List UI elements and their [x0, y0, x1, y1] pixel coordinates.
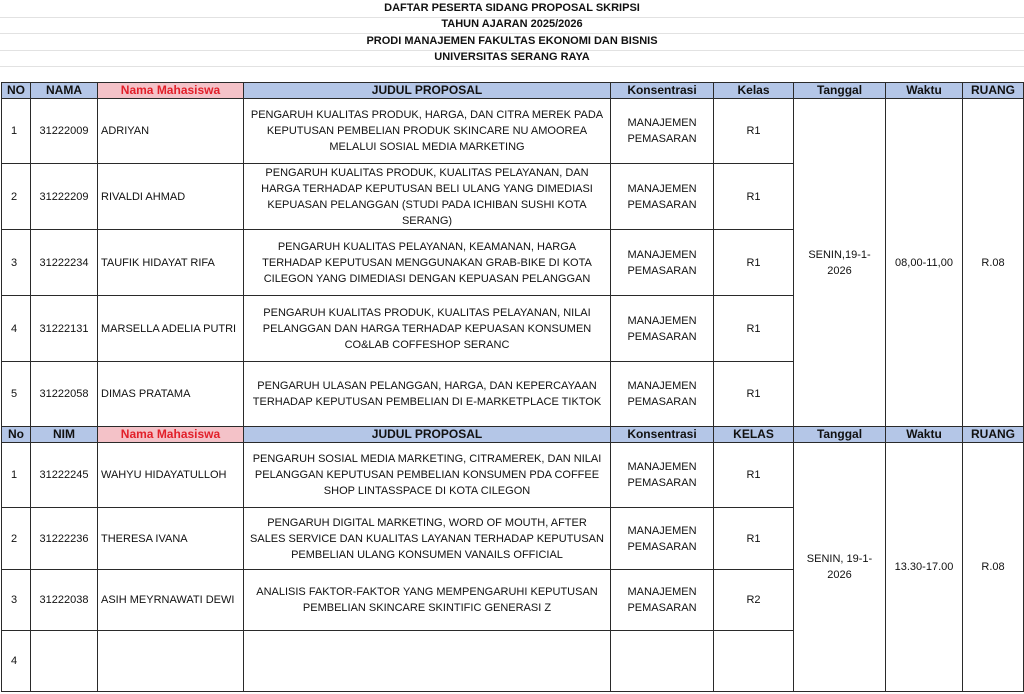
concentration: MANAJEMEN PEMASARAN — [611, 296, 714, 362]
academic-year: TAHUN AJARAN 2025/2026 — [0, 16, 1024, 34]
row-number: 4 — [2, 296, 31, 362]
session-time: 08,00-11,00 — [886, 99, 963, 427]
class-room: R1 — [714, 362, 794, 427]
sheet-title: DAFTAR PESERTA SIDANG PROPOSAL SKRIPSI — [0, 0, 1024, 18]
column-header-kelas: Kelas — [714, 83, 794, 99]
column-header-konsentrasi: Konsentrasi — [611, 83, 714, 99]
student-nim: 31222209 — [31, 164, 98, 230]
proposal-title: PENGARUH SOSIAL MEDIA MARKETING, CITRAMEREK, DAN NILAI PELANGGAN KEPUTUSAN PEMBELIAN KONSUMEN PDA COFFEE SHOP LINTASSPACE DI KOTA CILEGON — [244, 443, 611, 508]
student-name: TAUFIK HIDAYAT RIFA — [98, 230, 244, 296]
student-nim: 31222234 — [31, 230, 98, 296]
concentration — [611, 631, 714, 692]
column-header-nim: NAMA — [31, 83, 98, 99]
proposal-title: PENGARUH DIGITAL MARKETING, WORD OF MOUTH, AFTER SALES SERVICE DAN KUALITAS LAYANAN TERHADAP KEPUTUSAN PEMBELIAN ULANG KONSUMEN VANAILS OFFICIAL — [244, 508, 611, 570]
row-number: 3 — [2, 230, 31, 296]
student-name: DIMAS PRATAMA — [98, 362, 244, 427]
row-number: 3 — [2, 570, 31, 631]
proposal-title — [244, 631, 611, 692]
column-header-ruang: RUANG — [963, 83, 1024, 99]
participant-table — [1, 82, 1024, 692]
column-header-tanggal: Tanggal — [794, 83, 886, 99]
row-number: 1 — [2, 443, 31, 508]
section1-header-row — [2, 83, 1024, 99]
university-name: UNIVERSITAS SERANG RAYA — [0, 49, 1024, 67]
proposal-title: PENGARUH ULASAN PELANGGAN, HARGA, DAN KEPERCAYAAN TERHADAP KEPUTUSAN PEMBELIAN DI E-MARKETPLACE TIKTOK — [244, 362, 611, 427]
concentration: MANAJEMEN PEMASARAN — [611, 164, 714, 230]
student-nim: 31222131 — [31, 296, 98, 362]
proposal-title: PENGARUH KUALITAS PRODUK, KUALITAS PELAYANAN, DAN HARGA TERHADAP KEPUTUSAN BELI ULANG YANG DIMEDIASI KEPUASAN PELANGGAN (STUDI PADA ICHIBAN SUSHI KOTA SERANG) — [244, 164, 611, 230]
class-room: R2 — [714, 570, 794, 631]
column-header-waktu: Waktu — [886, 427, 963, 443]
table-row — [2, 99, 1024, 164]
class-room: R1 — [714, 99, 794, 164]
student-name — [98, 631, 244, 692]
column-header-nim: NIM — [31, 427, 98, 443]
class-room: R1 — [714, 508, 794, 570]
student-name: ADRIYAN — [98, 99, 244, 164]
column-header-tanggal: Tanggal — [794, 427, 886, 443]
student-nim: 31222038 — [31, 570, 98, 631]
concentration: MANAJEMEN PEMASARAN — [611, 362, 714, 427]
student-name: MARSELLA ADELIA PUTRI — [98, 296, 244, 362]
row-number: 5 — [2, 362, 31, 427]
proposal-title: PENGARUH KUALITAS PELAYANAN, KEAMANAN, HARGA TERHADAP KEPUTUSAN MENGGUNAKAN GRAB-BIKE DI KOTA CILEGON YANG DIMEDIASI DENGAN KEPUASAN PELANGGAN — [244, 230, 611, 296]
student-nim: 31222058 — [31, 362, 98, 427]
column-header-no: NO — [2, 83, 31, 99]
session-room: R.08 — [963, 443, 1024, 692]
class-room — [714, 631, 794, 692]
row-number: 1 — [2, 99, 31, 164]
concentration: MANAJEMEN PEMASARAN — [611, 508, 714, 570]
class-room: R1 — [714, 230, 794, 296]
student-name: ASIH MEYRNAWATI DEWI — [98, 570, 244, 631]
column-header-ruang: RUANG — [963, 427, 1024, 443]
student-name: RIVALDI AHMAD — [98, 164, 244, 230]
concentration: MANAJEMEN PEMASARAN — [611, 443, 714, 508]
student-name: THERESA IVANA — [98, 508, 244, 570]
program-name: PRODI MANAJEMEN FAKULTAS EKONOMI DAN BISNIS — [0, 33, 1024, 51]
column-header-nama: Nama Mahasiswa — [98, 427, 244, 443]
session-room: R.08 — [963, 99, 1024, 427]
session-date: SENIN, 19-1-2026 — [794, 443, 886, 692]
table-row — [2, 443, 1024, 508]
column-header-judul: JUDUL PROPOSAL — [244, 83, 611, 99]
class-room: R1 — [714, 164, 794, 230]
student-nim: 31222009 — [31, 99, 98, 164]
student-nim: 31222236 — [31, 508, 98, 570]
student-nim — [31, 631, 98, 692]
section2-header-row — [2, 427, 1024, 443]
student-nim: 31222245 — [31, 443, 98, 508]
proposal-title: PENGARUH KUALITAS PRODUK, HARGA, DAN CITRA MEREK PADA KEPUTUSAN PEMBELIAN PRODUK SKINCARE NU AMOOREA MELALUI SOSIAL MEDIA MARKETING — [244, 99, 611, 164]
column-header-waktu: Waktu — [886, 83, 963, 99]
session-date: SENIN,19-1-2026 — [794, 99, 886, 427]
class-room: R1 — [714, 443, 794, 508]
class-room: R1 — [714, 296, 794, 362]
column-header-no: No — [2, 427, 31, 443]
column-header-kelas: KELAS — [714, 427, 794, 443]
proposal-title: ANALISIS FAKTOR-FAKTOR YANG MEMPENGARUHI KEPUTUSAN PEMBELIAN SKINCARE SKINTIFIC GENERASI Z — [244, 570, 611, 631]
column-header-judul: JUDUL PROPOSAL — [244, 427, 611, 443]
student-name: WAHYU HIDAYATULLOH — [98, 443, 244, 508]
column-header-konsentrasi: Konsentrasi — [611, 427, 714, 443]
row-number: 2 — [2, 508, 31, 570]
concentration: MANAJEMEN PEMASARAN — [611, 230, 714, 296]
proposal-title: PENGARUH KUALITAS PRODUK, KUALITAS PELAYANAN, NILAI PELANGGAN DAN HARGA TERHADAP KEPUASAN KONSUMEN CO&LAB COFFESHOP SERANC — [244, 296, 611, 362]
row-number: 2 — [2, 164, 31, 230]
session-time: 13.30-17.00 — [886, 443, 963, 692]
column-header-nama: Nama Mahasiswa — [98, 83, 244, 99]
concentration: MANAJEMEN PEMASARAN — [611, 570, 714, 631]
concentration: MANAJEMEN PEMASARAN — [611, 99, 714, 164]
row-number: 4 — [2, 631, 31, 692]
